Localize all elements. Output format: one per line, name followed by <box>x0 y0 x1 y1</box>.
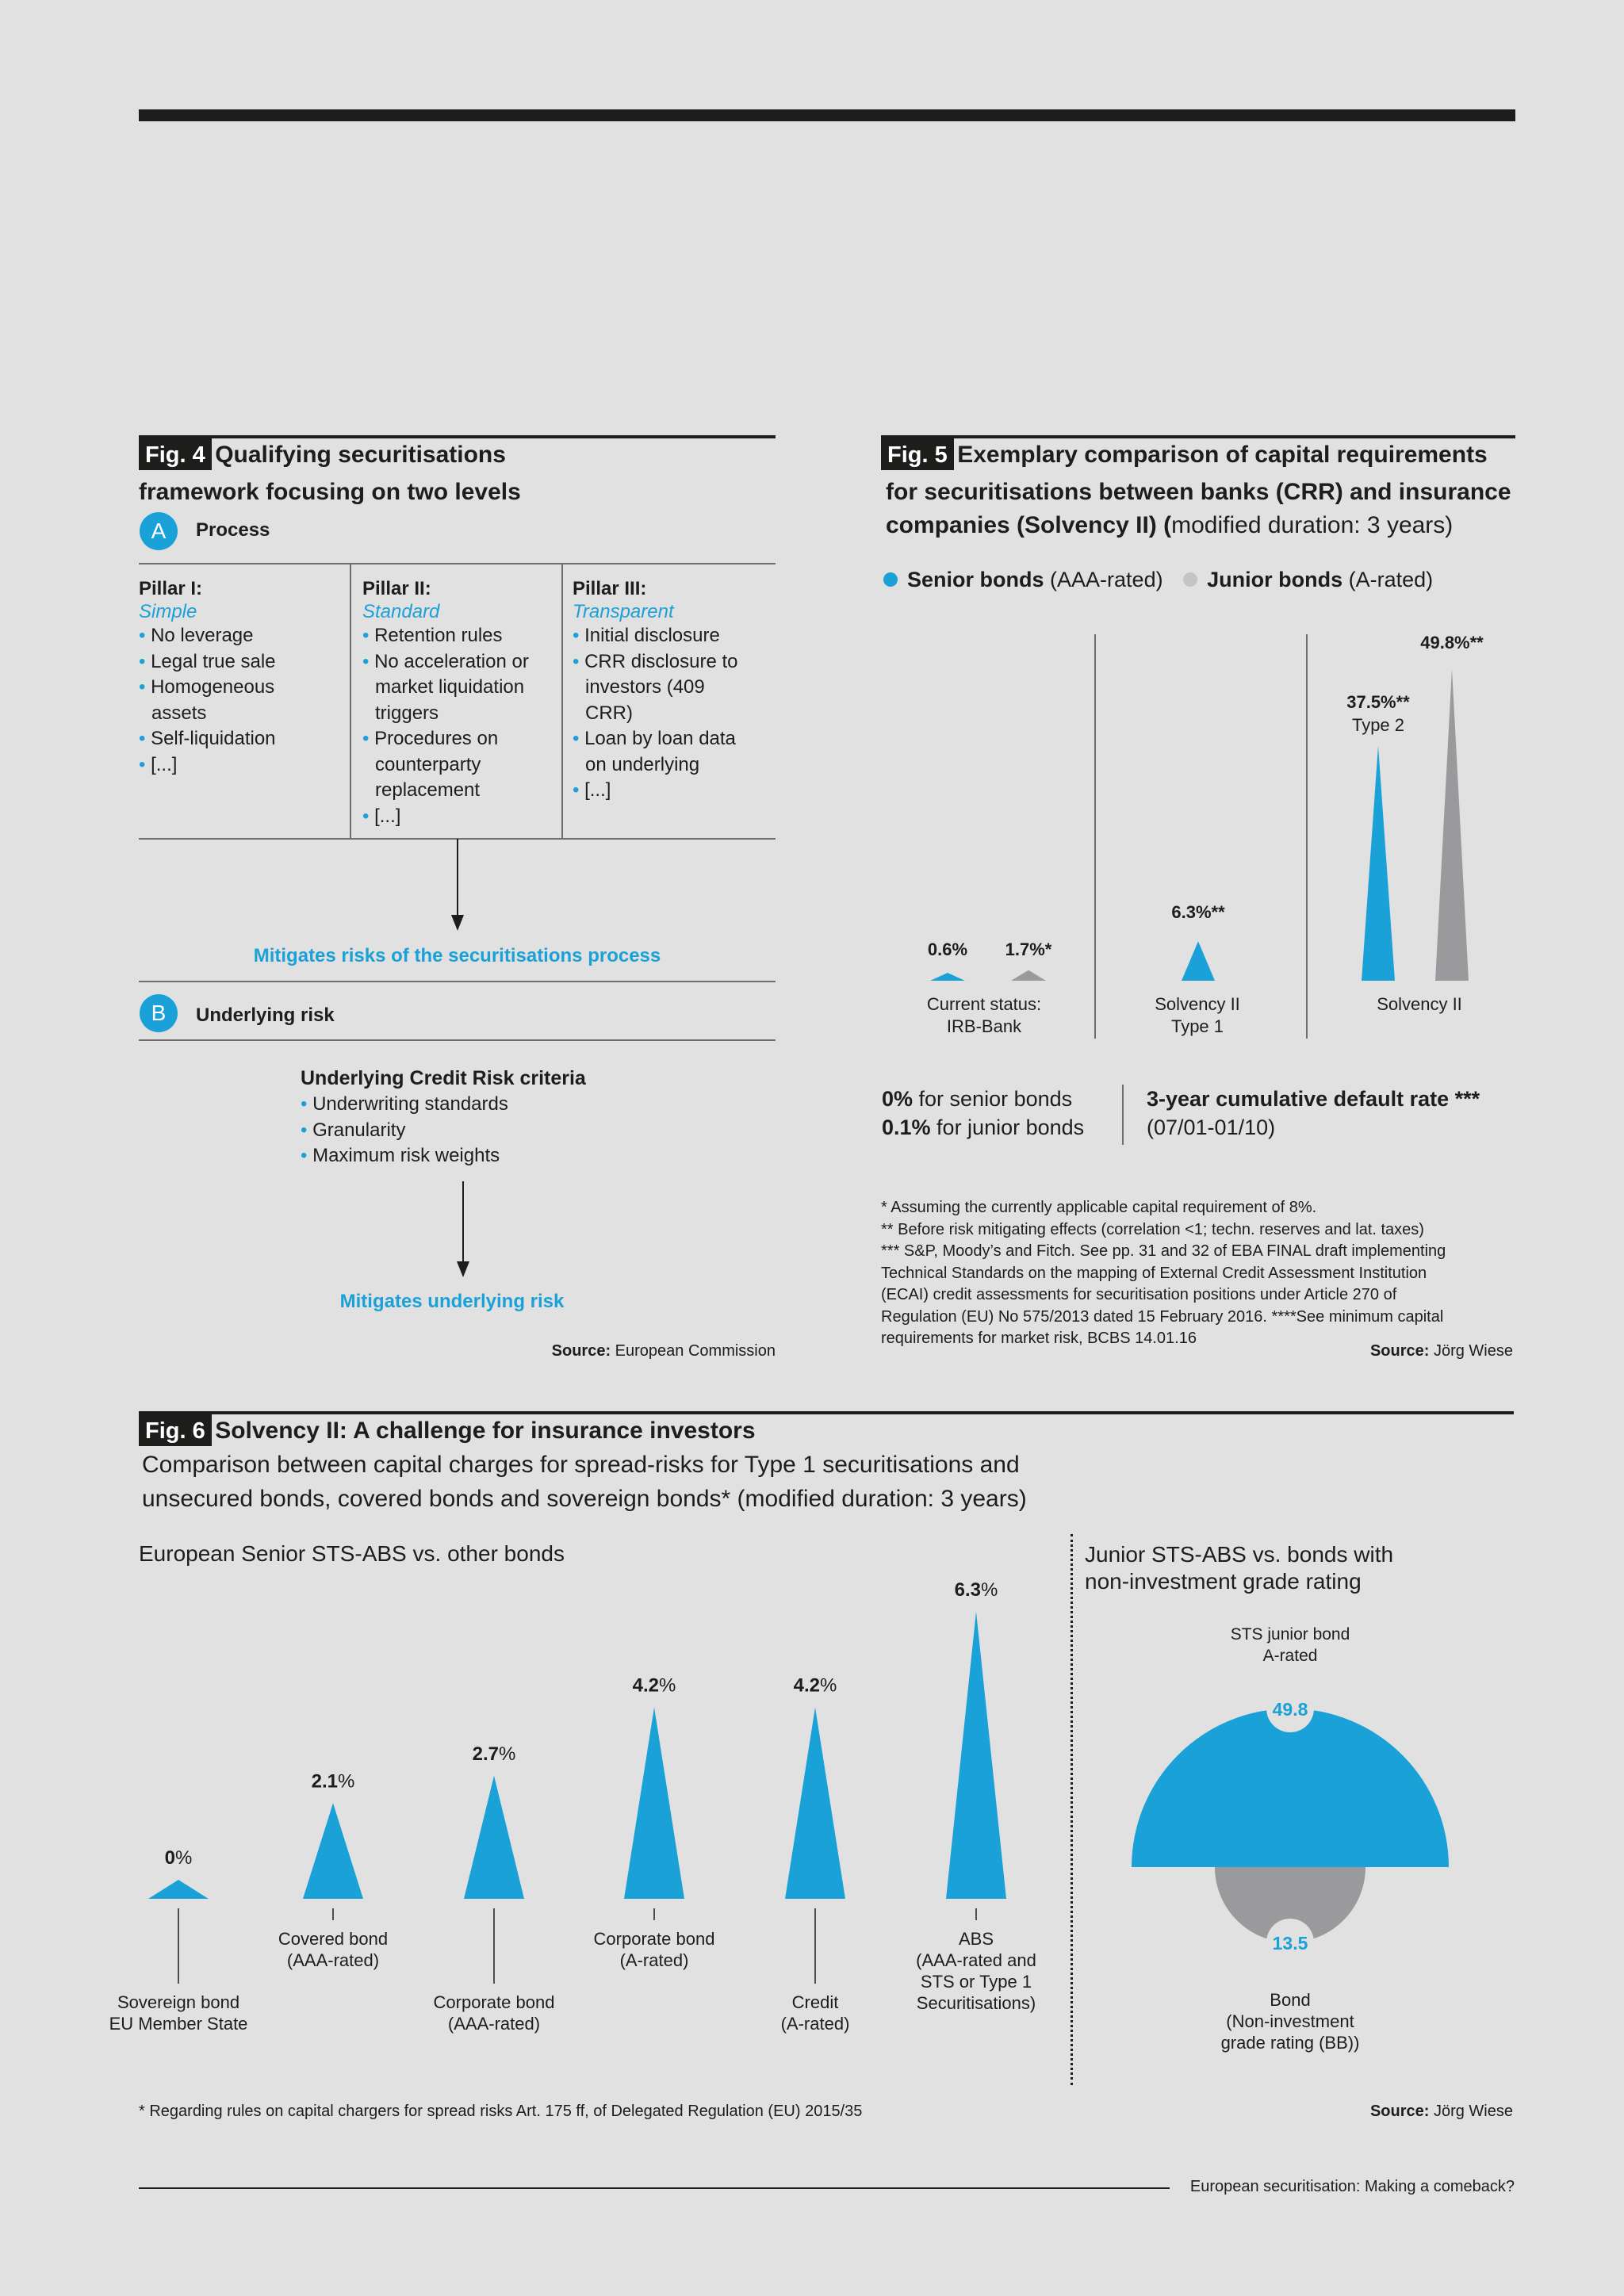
legend-senior <box>883 568 1169 591</box>
list-item: • Loan by loan data on underlying <box>573 726 752 778</box>
group-label: IRB-Bank <box>946 1016 1022 1036</box>
category-label: Corporate bond <box>433 1992 555 2012</box>
group-label: Type 1 <box>1170 1016 1224 1036</box>
fig5-group-1-label <box>897 993 1071 1038</box>
legend-junior-dot-icon <box>1183 572 1197 587</box>
list-item: • Retention rules <box>362 623 557 649</box>
fig5-title-block <box>881 438 1547 542</box>
junior-bottom-label-3: grade rating (BB)) <box>1220 2033 1360 2053</box>
list-item: • [...] <box>139 752 345 779</box>
category-label: (AAA-rated) <box>447 2014 541 2034</box>
process-label: Process <box>196 519 270 541</box>
default-right-1: 3-year cumulative default rate *** <box>1147 1087 1480 1111</box>
default-divider <box>1122 1085 1124 1145</box>
list-item: • Maximum risk weights <box>301 1143 657 1169</box>
mitigates-process-text: Mitigates risks of the securitisations process <box>253 945 661 966</box>
fig6-dotted-divider <box>1071 1534 1073 2085</box>
list-item: • No leverage <box>139 623 345 649</box>
fig5-chart <box>881 626 1531 1047</box>
value-label: 2.7% <box>472 1743 516 1765</box>
footnote: Technical Standards on the mapping of External Credit Assessment Institution <box>881 1264 1427 1282</box>
criteria-title: Underlying Credit Risk criteria <box>301 1067 586 1089</box>
bar-senior-irb <box>930 973 965 981</box>
fig5-title-2: for securitisations between banks (CRR) and insurance <box>886 479 1511 505</box>
pillar-2-list <box>362 623 557 829</box>
fig5-marks <box>928 633 1484 981</box>
top-rule <box>139 109 1515 121</box>
category-label: Sovereign bond <box>117 1992 240 2012</box>
fig4-tag: Fig. 4 <box>139 438 212 470</box>
footnote: ** Before risk mitigating effects (correlation <1; techn. reserves and lat. taxes) <box>881 1220 1424 1238</box>
list-item: • [...] <box>362 804 557 830</box>
fig6-semicircle-chart <box>1110 1617 1483 2061</box>
group-label: Current status: <box>926 994 1042 1014</box>
category-label: (AAA-rated and <box>916 1950 1036 1970</box>
pillar-1-subtitle: Simple <box>139 601 197 622</box>
arrow-down-1 <box>444 839 471 934</box>
fig5-title-3-bold: companies (Solvency II) ( <box>886 512 1172 538</box>
fig4-title: Qualifying securitisations framework focusing on two levels <box>139 442 521 505</box>
pillar-3-list <box>573 623 779 804</box>
legend-junior <box>1183 568 1433 591</box>
category-label: STS or Type 1 <box>920 1972 1032 1992</box>
fig6-title-block <box>139 1414 1514 1448</box>
category-label: Credit <box>791 1992 839 2012</box>
pillar-3-subtitle: Transparent <box>573 601 674 622</box>
fig5-legend <box>883 568 1433 592</box>
bar-label: 37.5%** <box>1346 692 1410 712</box>
value-label: 0% <box>164 1847 193 1869</box>
fig5-group-3-label <box>1332 993 1507 1016</box>
fig6-marks <box>109 1579 1036 2034</box>
pillar-1-title: Pillar I: <box>139 578 203 599</box>
bar-senior-type1 <box>1182 941 1215 981</box>
fig6-source <box>1269 2103 1513 2121</box>
bar-junior-type2 <box>1435 669 1469 981</box>
underlying-label: Underlying risk <box>196 1004 335 1026</box>
value-label: 2.1% <box>311 1770 355 1793</box>
footnote: requirements for market risk, BCBS 14.01.16 <box>881 1330 1197 1347</box>
fig5-group-2-label <box>1110 993 1285 1038</box>
process-circle: A <box>140 512 178 550</box>
fig5-source <box>1269 1342 1513 1360</box>
category-label: EU Member State <box>109 2014 248 2034</box>
list-item: • CRR disclosure to investors (409 CRR) <box>573 649 744 727</box>
junior-bottom-label-2: (Non-investment <box>1226 2011 1354 2031</box>
default-left-1-bold: 0% <box>882 1087 914 1111</box>
list-item: • Initial disclosure <box>573 623 779 649</box>
underlying-top-rule <box>139 981 776 982</box>
value-label: 4.2% <box>632 1674 676 1697</box>
source-text: Jörg Wiese <box>1433 2103 1513 2120</box>
default-right <box>1147 1085 1480 1142</box>
legend-senior-normal: (AAA-rated) <box>1050 568 1163 591</box>
fig5-title-1: Exemplary comparison of capital requirements <box>957 442 1488 468</box>
fig5-footnotes <box>881 1197 1531 1350</box>
footnote: (ECAI) credit assessments for securitisation positions under Article 270 of <box>881 1286 1397 1303</box>
fig6-subtitle-1: Comparison between capital charges for spread-risks for Type 1 securitisations and <box>142 1452 1020 1478</box>
bar-4 <box>624 1708 684 1900</box>
right-heading-2: non-investment grade rating <box>1085 1569 1362 1594</box>
source-label: Source: <box>551 1342 611 1360</box>
legend-senior-dot-icon <box>883 572 898 587</box>
junior-bottom-value: 13.5 <box>1272 1933 1308 1954</box>
list-item: • Procedures on counterparty replacement <box>362 726 534 804</box>
underlying-circle: B <box>140 994 178 1032</box>
fig6-chart <box>109 1578 1059 2077</box>
default-left <box>882 1085 1084 1142</box>
bar-label: 6.3%** <box>1171 902 1225 922</box>
category-label: Corporate bond <box>593 1929 715 1949</box>
arrow-down-2 <box>450 1181 477 1280</box>
bar-label: 0.6% <box>927 939 968 959</box>
group-label: Solvency II <box>1155 994 1240 1014</box>
category-label: (AAA-rated) <box>286 1950 380 1970</box>
fig6-title: Solvency II: A challenge for insurance investors <box>215 1418 756 1444</box>
pillar-divider-2 <box>561 563 563 839</box>
bar-label: 49.8%** <box>1420 633 1484 652</box>
footnote: *** S&P, Moody’s and Fitch. See pp. 31 and 32 of EBA FINAL draft implementing <box>881 1242 1446 1260</box>
pillars-top-rule <box>139 563 776 564</box>
fig4-title-block <box>139 438 551 513</box>
category-label: (A-rated) <box>619 1950 689 1970</box>
source-label: Source: <box>1369 1342 1430 1360</box>
list-item: • Self-liquidation <box>139 726 345 752</box>
junior-top-label-1: STS junior bond <box>1230 1625 1350 1644</box>
fig4-source <box>476 1342 776 1360</box>
category-label: Covered bond <box>278 1929 389 1949</box>
pillar-1-list <box>139 623 345 778</box>
fig5-title-3 <box>886 509 1547 542</box>
pillar-1 <box>139 577 345 778</box>
footnote: * Assuming the currently applicable capital requirement of 8%. <box>881 1199 1317 1216</box>
legend-junior-bold: Junior bonds <box>1207 568 1343 591</box>
legend-senior-bold: Senior bonds <box>907 568 1044 591</box>
pillar-2 <box>362 577 557 829</box>
fig6-tag: Fig. 6 <box>139 1414 212 1446</box>
fig6-left-heading: European Senior STS-ABS vs. other bonds <box>139 1541 565 1566</box>
bar-label: Type 2 <box>1351 715 1405 735</box>
list-item: • [...] <box>573 778 779 804</box>
bar-junior-irb <box>1011 970 1046 981</box>
pillar-2-title: Pillar II: <box>362 578 431 599</box>
junior-bottom-label-1: Bond <box>1270 1990 1311 2010</box>
value-label: 6.3% <box>954 1578 998 1601</box>
group-label: Solvency II <box>1377 994 1462 1014</box>
pillar-3-title: Pillar III: <box>573 578 647 599</box>
bar-6 <box>946 1612 1006 1899</box>
source-text: European Commission <box>615 1342 776 1360</box>
default-left-1: for senior bonds <box>913 1087 1073 1111</box>
fig6-subtitle <box>142 1448 1027 1516</box>
value-label: 4.2% <box>793 1674 837 1697</box>
criteria-list <box>301 1092 657 1169</box>
category-label: ABS <box>958 1929 994 1949</box>
pillar-2-subtitle: Standard <box>362 601 440 622</box>
fig5-tag: Fig. 5 <box>881 438 954 470</box>
default-left-2: for junior bonds <box>930 1115 1085 1139</box>
default-right-2: (07/01-01/10) <box>1147 1115 1276 1139</box>
bar-senior-type2 <box>1362 746 1395 981</box>
list-item: • Legal true sale <box>139 649 345 675</box>
bar-label: 1.7%* <box>1005 939 1052 959</box>
bar-1 <box>148 1880 209 1899</box>
junior-top-label-2: A-rated <box>1262 1647 1318 1665</box>
list-item: • Underwriting standards <box>301 1092 657 1118</box>
source-label: Source: <box>1369 2103 1430 2120</box>
category-label: (A-rated) <box>780 2014 850 2034</box>
bar-2 <box>303 1803 363 1899</box>
footer-rule <box>139 2187 1170 2189</box>
criteria-block <box>301 1065 657 1169</box>
default-left-2-bold: 0.1% <box>882 1115 931 1139</box>
bar-3 <box>464 1776 524 1899</box>
source-text: Jörg Wiese <box>1433 1342 1513 1360</box>
list-item: • Homogeneous assets <box>139 675 318 726</box>
bar-5 <box>785 1708 845 1900</box>
list-item: • Granularity <box>301 1118 657 1144</box>
fig6-right-heading <box>1085 1541 1393 1595</box>
footer-text: European securitisation: Making a comeback? <box>1189 2178 1515 2195</box>
legend-junior-normal: (A-rated) <box>1348 568 1434 591</box>
fig6-footnote: * Regarding rules on capital chargers for spread risks Art. 175 ff, of Delegated Regulation (EU) 2015/35 <box>139 2103 863 2120</box>
junior-top-value: 49.8 <box>1272 1699 1308 1720</box>
mitigates-underlying-text: Mitigates underlying risk <box>339 1291 565 1312</box>
pillar-divider-1 <box>350 563 351 839</box>
fig6-subtitle-2: unsecured bonds, covered bonds and sovereign bonds* (modified duration: 3 years) <box>142 1486 1027 1512</box>
underlying-bottom-rule <box>139 1039 776 1041</box>
category-label: Securitisations) <box>916 1993 1036 2013</box>
fig5-title-3-normal: modified duration: 3 years) <box>1171 512 1454 538</box>
pillar-3 <box>573 577 779 804</box>
list-item: • No acceleration or market liquidation triggers <box>362 649 557 727</box>
footnote: Regulation (EU) No 575/2013 dated 15 February 2016. ****See minimum capital <box>881 1307 1444 1326</box>
right-heading-1: Junior STS-ABS vs. bonds with <box>1085 1542 1394 1567</box>
